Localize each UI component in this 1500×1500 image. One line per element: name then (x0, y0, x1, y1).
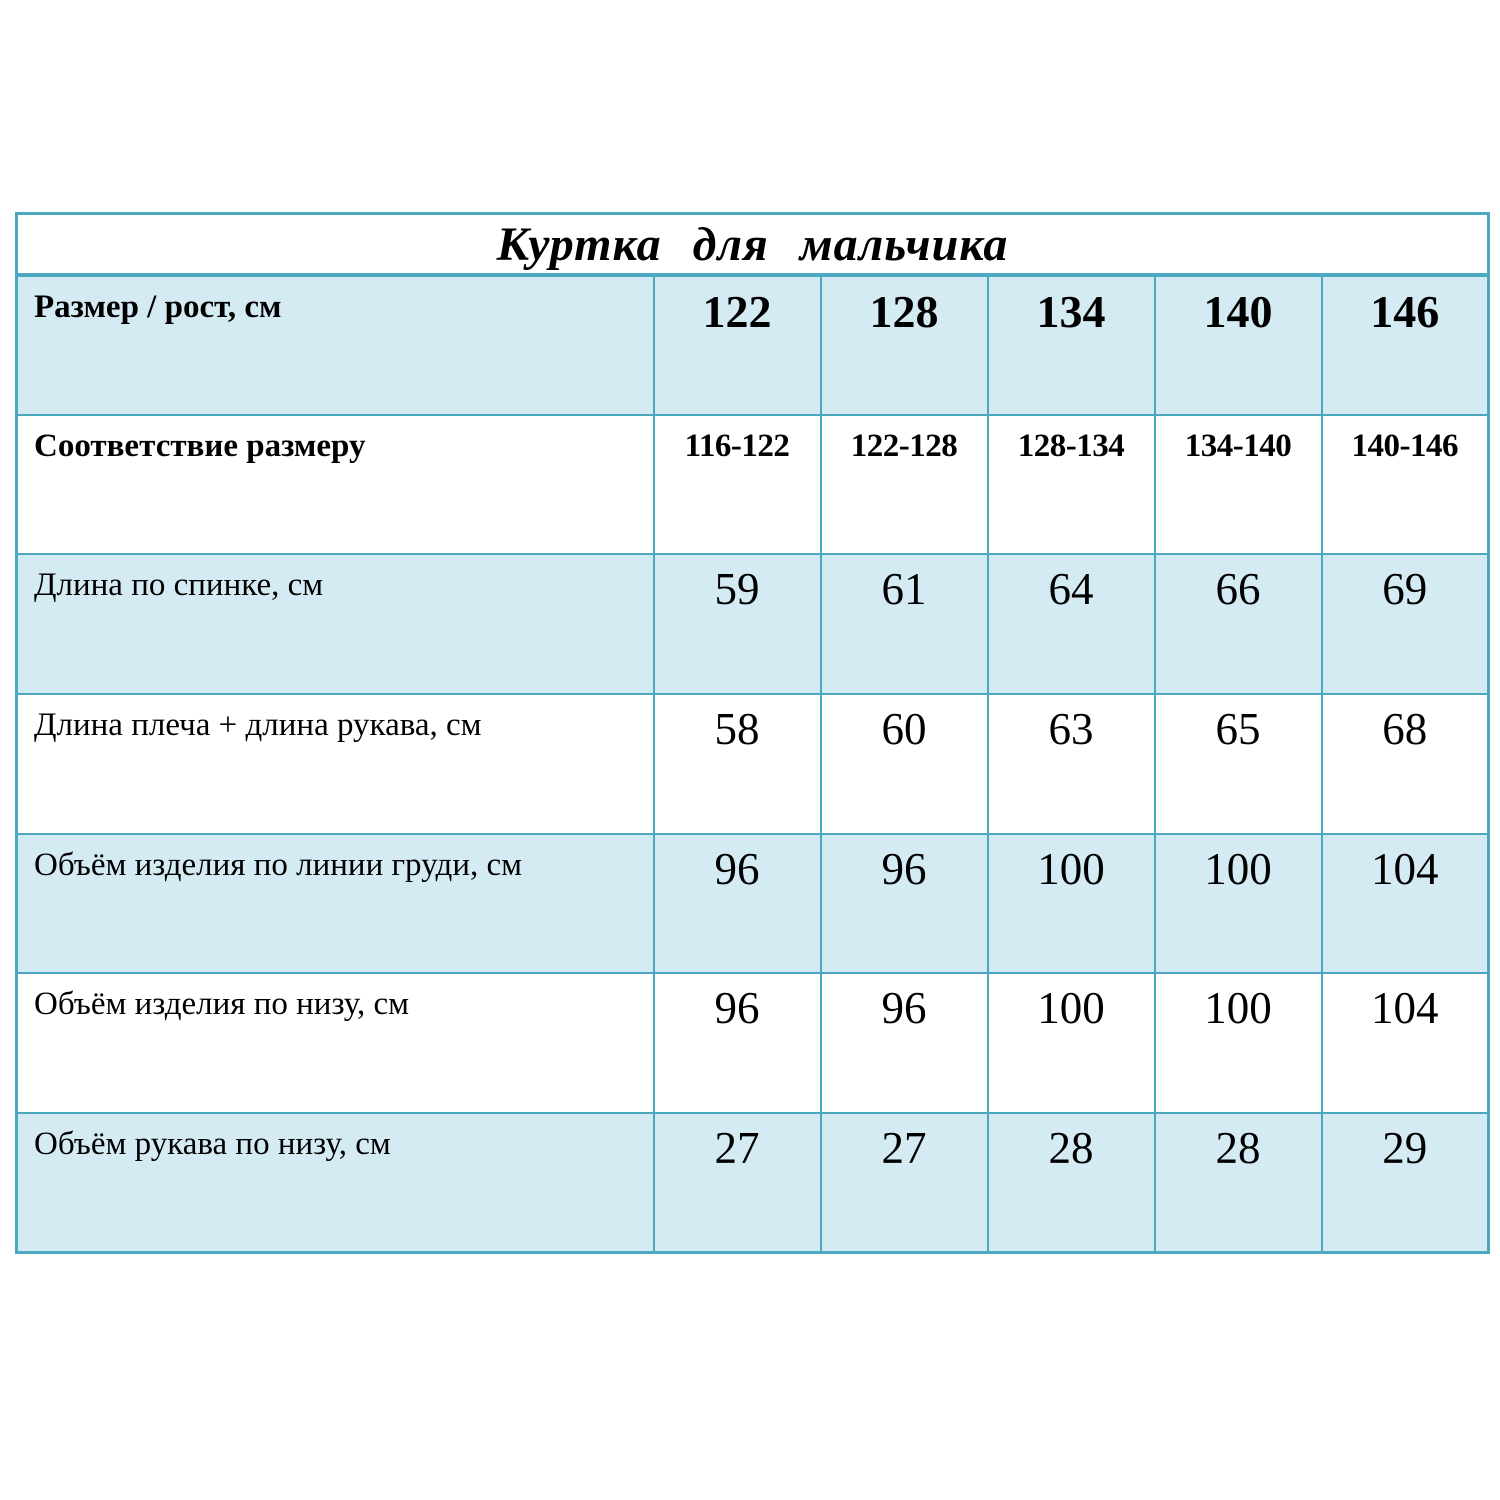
row-label: Объём изделия по линии груди, см (17, 834, 654, 974)
measurement-value: 69 (1322, 554, 1489, 694)
measurement-value: 100 (988, 973, 1155, 1113)
row-label: Объём рукава по низу, см (17, 1113, 654, 1253)
size-value: 140 (1155, 275, 1322, 415)
measurement-value: 27 (654, 1113, 821, 1253)
table-row-chest-volume (17, 834, 1489, 974)
table-row-hem-volume (17, 973, 1489, 1113)
measurement-value: 104 (1322, 973, 1489, 1113)
table-row-size-height (17, 275, 1489, 415)
size-value: 134 (988, 275, 1155, 415)
size-range-value: 128-134 (988, 415, 1155, 555)
measurement-value: 63 (988, 694, 1155, 834)
table-row-size-correspondence (17, 415, 1489, 555)
measurement-value: 64 (988, 554, 1155, 694)
measurement-value: 68 (1322, 694, 1489, 834)
measurement-value: 96 (821, 834, 988, 974)
measurement-value: 96 (654, 834, 821, 974)
size-value: 146 (1322, 275, 1489, 415)
measurement-value: 58 (654, 694, 821, 834)
size-value: 128 (821, 275, 988, 415)
measurement-value: 65 (1155, 694, 1322, 834)
measurement-value: 29 (1322, 1113, 1489, 1253)
row-label: Размер / рост, см (17, 275, 654, 415)
table-row-back-length (17, 554, 1489, 694)
title-row (17, 214, 1489, 276)
measurement-value: 60 (821, 694, 988, 834)
table-row-shoulder-sleeve-length (17, 694, 1489, 834)
size-chart-table (15, 212, 1490, 1254)
measurement-value: 27 (821, 1113, 988, 1253)
measurement-value: 28 (1155, 1113, 1322, 1253)
size-range-value: 140-146 (1322, 415, 1489, 555)
measurement-value: 100 (1155, 973, 1322, 1113)
measurement-value: 59 (654, 554, 821, 694)
measurement-value: 100 (1155, 834, 1322, 974)
measurement-value: 96 (654, 973, 821, 1113)
size-range-value: 116-122 (654, 415, 821, 555)
row-label: Объём изделия по низу, см (17, 973, 654, 1113)
row-label: Длина по спинке, см (17, 554, 654, 694)
measurement-value: 104 (1322, 834, 1489, 974)
row-label: Соответствие размеру (17, 415, 654, 555)
size-range-value: 122-128 (821, 415, 988, 555)
measurement-value: 28 (988, 1113, 1155, 1253)
size-value: 122 (654, 275, 821, 415)
size-range-value: 134-140 (1155, 415, 1322, 555)
measurement-value: 100 (988, 834, 1155, 974)
row-label: Длина плеча + длина рукава, см (17, 694, 654, 834)
measurement-value: 61 (821, 554, 988, 694)
measurement-value: 66 (1155, 554, 1322, 694)
table-row-sleeve-hem-volume (17, 1113, 1489, 1253)
measurement-value: 96 (821, 973, 988, 1113)
table-title: Куртка для мальчика (17, 214, 1489, 276)
